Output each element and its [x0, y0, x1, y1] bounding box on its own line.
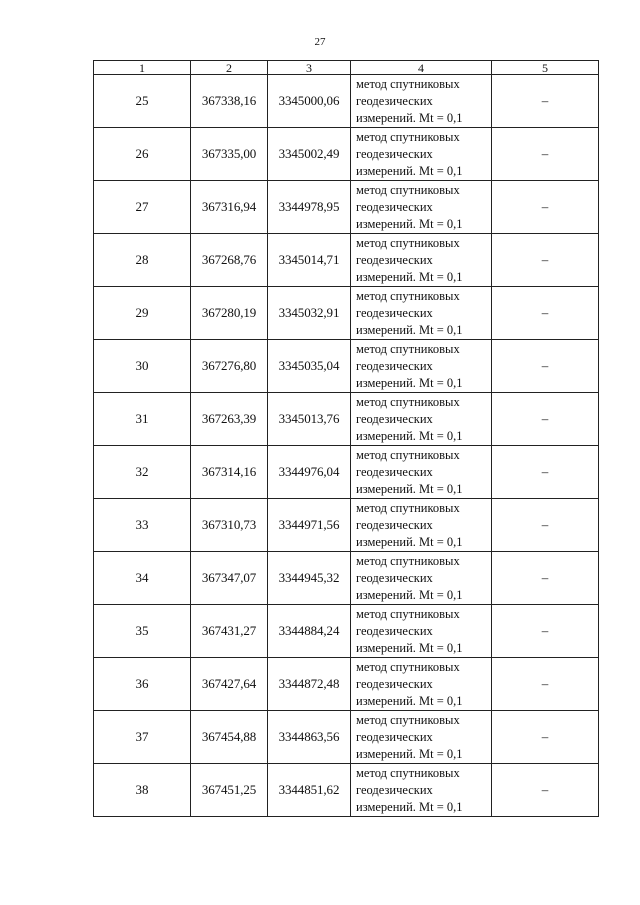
table-row: [94, 711, 599, 764]
note-cell: –: [492, 340, 599, 393]
x-coordinate-cell: 367280,19: [191, 287, 268, 340]
method-cell: метод спутниковых геодезических измерений. Mt = 0,1: [351, 711, 492, 764]
header-col-5: 5: [492, 61, 599, 75]
method-cell: метод спутниковых геодезических измерений. Mt = 0,1: [351, 552, 492, 605]
y-coordinate-cell: 3345000,06: [268, 75, 351, 128]
point-number-cell: 25: [94, 75, 191, 128]
method-cell: метод спутниковых геодезических измерений. Mt = 0,1: [351, 658, 492, 711]
point-number-cell: 34: [94, 552, 191, 605]
table-row: [94, 446, 599, 499]
x-coordinate-cell: 367335,00: [191, 128, 268, 181]
method-cell: метод спутниковых геодезических измерений. Mt = 0,1: [351, 340, 492, 393]
point-number-cell: 37: [94, 711, 191, 764]
table-row: [94, 128, 599, 181]
point-number-cell: 31: [94, 393, 191, 446]
x-coordinate-cell: 367451,25: [191, 764, 268, 817]
table-body: [94, 75, 599, 817]
page-number: 27: [314, 36, 326, 48]
table-row: [94, 181, 599, 234]
note-cell: –: [492, 552, 599, 605]
table-row: [94, 340, 599, 393]
x-coordinate-cell: 367454,88: [191, 711, 268, 764]
header-col-3: 3: [268, 61, 351, 75]
y-coordinate-cell: 3345014,71: [268, 234, 351, 287]
note-cell: –: [492, 499, 599, 552]
header-col-1: 1: [94, 61, 191, 75]
header-row: [94, 61, 599, 75]
note-cell: –: [492, 711, 599, 764]
note-cell: –: [492, 75, 599, 128]
coordinates-table: [93, 60, 599, 817]
table-row: [94, 234, 599, 287]
method-cell: метод спутниковых геодезических измерений. Mt = 0,1: [351, 128, 492, 181]
y-coordinate-cell: 3344978,95: [268, 181, 351, 234]
note-cell: –: [492, 605, 599, 658]
table-row: [94, 287, 599, 340]
x-coordinate-cell: 367347,07: [191, 552, 268, 605]
point-number-cell: 32: [94, 446, 191, 499]
method-cell: метод спутниковых геодезических измерений. Mt = 0,1: [351, 287, 492, 340]
table-row: [94, 75, 599, 128]
x-coordinate-cell: 367431,27: [191, 605, 268, 658]
y-coordinate-cell: 3345002,49: [268, 128, 351, 181]
note-cell: –: [492, 658, 599, 711]
y-coordinate-cell: 3345032,91: [268, 287, 351, 340]
y-coordinate-cell: 3344863,56: [268, 711, 351, 764]
table-row: [94, 393, 599, 446]
y-coordinate-cell: 3344971,56: [268, 499, 351, 552]
x-coordinate-cell: 367276,80: [191, 340, 268, 393]
point-number-cell: 36: [94, 658, 191, 711]
note-cell: –: [492, 393, 599, 446]
method-cell: метод спутниковых геодезических измерений. Mt = 0,1: [351, 446, 492, 499]
y-coordinate-cell: 3344872,48: [268, 658, 351, 711]
method-cell: метод спутниковых геодезических измерений. Mt = 0,1: [351, 234, 492, 287]
point-number-cell: 28: [94, 234, 191, 287]
note-cell: –: [492, 128, 599, 181]
y-coordinate-cell: 3344884,24: [268, 605, 351, 658]
table-row: [94, 764, 599, 817]
y-coordinate-cell: 3345013,76: [268, 393, 351, 446]
x-coordinate-cell: 367263,39: [191, 393, 268, 446]
header-col-2: 2: [191, 61, 268, 75]
header-col-4: 4: [351, 61, 492, 75]
point-number-cell: 26: [94, 128, 191, 181]
note-cell: –: [492, 764, 599, 817]
point-number-cell: 38: [94, 764, 191, 817]
x-coordinate-cell: 367310,73: [191, 499, 268, 552]
method-cell: метод спутниковых геодезических измерений. Mt = 0,1: [351, 75, 492, 128]
note-cell: –: [492, 446, 599, 499]
method-cell: метод спутниковых геодезических измерений. Mt = 0,1: [351, 393, 492, 446]
method-cell: метод спутниковых геодезических измерений. Mt = 0,1: [351, 764, 492, 817]
table-row: [94, 658, 599, 711]
x-coordinate-cell: 367316,94: [191, 181, 268, 234]
table-row: [94, 605, 599, 658]
note-cell: –: [492, 181, 599, 234]
note-cell: –: [492, 287, 599, 340]
point-number-cell: 27: [94, 181, 191, 234]
point-number-cell: 30: [94, 340, 191, 393]
x-coordinate-cell: 367314,16: [191, 446, 268, 499]
x-coordinate-cell: 367427,64: [191, 658, 268, 711]
x-coordinate-cell: 367338,16: [191, 75, 268, 128]
y-coordinate-cell: 3344945,32: [268, 552, 351, 605]
point-number-cell: 33: [94, 499, 191, 552]
x-coordinate-cell: 367268,76: [191, 234, 268, 287]
y-coordinate-cell: 3344851,62: [268, 764, 351, 817]
table-row: [94, 552, 599, 605]
note-cell: –: [492, 234, 599, 287]
y-coordinate-cell: 3344976,04: [268, 446, 351, 499]
method-cell: метод спутниковых геодезических измерений. Mt = 0,1: [351, 181, 492, 234]
method-cell: метод спутниковых геодезических измерений. Mt = 0,1: [351, 499, 492, 552]
method-cell: метод спутниковых геодезических измерений. Mt = 0,1: [351, 605, 492, 658]
point-number-cell: 29: [94, 287, 191, 340]
table-row: [94, 499, 599, 552]
point-number-cell: 35: [94, 605, 191, 658]
table-header: [94, 61, 599, 75]
y-coordinate-cell: 3345035,04: [268, 340, 351, 393]
